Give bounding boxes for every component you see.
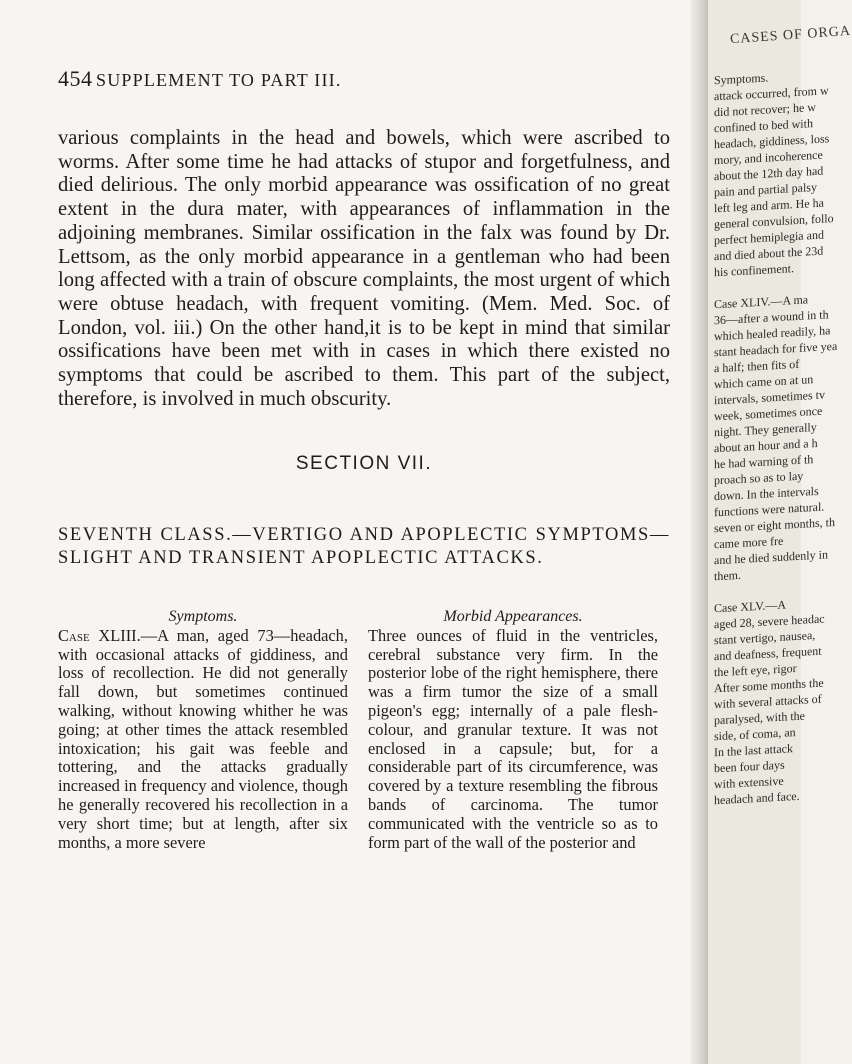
facing-page-line: aged 28, severe headac (714, 611, 825, 632)
facing-page-line: intervals, sometimes tv (714, 387, 825, 408)
facing-page-line: attack occurred, from w (714, 83, 829, 104)
facing-page-line: perfect hemiplegia and (714, 227, 824, 248)
facing-page-line: which came on at un (714, 372, 814, 392)
facing-page-line: proach so as to lay (714, 468, 804, 488)
morbid-appearances-column (368, 608, 658, 852)
morbid-appearances-text: Three ounces of fluid in the ventricles, cerebral substance very firm. In the posterior lobe of the right hemisphere, there was a firm tumor the size of a small pigeon's egg; internally of a pale flesh-colour, and granular texture. It was not enclosed in a capsule; but, for a considerable part of its circumference, was covered by a texture resembling the fibrous bands of carcinoma. The tumor communicated with the ventricle so as to form part of the wall of the posterior and (368, 625, 658, 852)
facing-page-line: In the last attack (714, 741, 793, 760)
facing-page-line: Symptoms. (714, 70, 769, 88)
body-paragraph: various complaints in the head and bowels, which were ascribed to worms. After some time he had attacks of stupor and forgetfulness, and died delirious. The only morbid appearance was ossification of no great extent in the dura mater, with appearances of inflammation in the adjoining membranes. Similar ossification in the falx was found by Dr. Lettsom, as the only morbid appearance in a gentleman who had been long affected with a train of obscure complaints, the most urgent of which were obtuse headach, with frequent vomiting. (Mem. Med. Soc. of London, vol. iii.) On the other hand,it is to be kept in mind that similar ossifications have been met with in cases in which there existed no symptoms that could be ascribed to them. This part of the subject, therefore, is involved in much obscurity. (58, 127, 670, 410)
facing-page-line: seven or eight months, th (714, 514, 835, 536)
facing-page-line: confined to bed with (714, 116, 813, 136)
facing-page-line: After some months the (714, 675, 824, 696)
case-label: Case XLIII. (58, 625, 141, 645)
page-header (58, 66, 678, 96)
facing-page-line: general convulsion, follo (714, 211, 834, 232)
facing-page-line: pain and partial palsy (714, 179, 817, 200)
facing-page-line: functions were natural. (714, 499, 825, 520)
morbid-appearances-heading: Morbid Appearances. (443, 608, 583, 625)
facing-page-line: mory, and incoherence (714, 147, 823, 168)
facing-running-head: CASES OF ORGA (729, 23, 852, 48)
symptoms-heading: Symptoms. (168, 608, 238, 625)
facing-page-line: did not recover; he w (714, 99, 816, 120)
facing-page-line: them. (714, 567, 741, 584)
facing-page-line: with extensive (714, 773, 784, 792)
facing-page (708, 0, 852, 1064)
facing-page-line: which healed readily, ha (714, 323, 831, 344)
facing-page-line: and died about the 23d (714, 243, 824, 264)
facing-page-line: left leg and arm. He ha (714, 195, 824, 216)
facing-page-line: stant vertigo, nausea, (714, 627, 816, 648)
book-binding-gutter (690, 0, 710, 1064)
facing-page-line: he had warning of th (714, 452, 814, 472)
facing-page-line: with several attacks of (714, 691, 822, 712)
facing-page-line: Case XLV.—A (714, 597, 787, 616)
facing-page-line: came more fre (714, 533, 784, 552)
facing-page-line: the left eye, rigor (714, 660, 797, 680)
class-heading: SEVENTH CLASS.—VERTIGO AND APOPLECTIC SYMPTOMS—SLIGHT AND TRANSIENT APOPLECTIC ATTACKS. (58, 525, 670, 568)
facing-page-line: week, sometimes once (714, 403, 823, 424)
facing-page-line: headach, giddiness, loss (714, 131, 830, 152)
facing-page-line: paralysed, with the (714, 708, 805, 728)
facing-page-text (714, 68, 838, 809)
facing-page-line: and he died suddenly in (714, 547, 828, 568)
facing-page-line: about the 12th day had (714, 163, 824, 184)
facing-page-line: night. They generally (714, 419, 817, 440)
facing-page-line: stant headach for five yea (714, 338, 838, 360)
facing-page-line: about an hour and a h (714, 435, 818, 456)
facing-page-line: his confinement. (714, 261, 794, 280)
facing-page-line: headach and face. (714, 788, 800, 808)
facing-page-line: side, of coma, an (714, 725, 796, 744)
case-text (58, 627, 348, 853)
facing-page-line: Case XLIV.—A ma (714, 292, 809, 312)
section-title: SECTION VII. (295, 453, 433, 474)
facing-page-line: and deafness, frequent (714, 643, 822, 664)
running-head: SUPPLEMENT TO PART III. (96, 70, 342, 90)
page-number: 454 (58, 66, 93, 91)
facing-page-line: down. In the intervals (714, 483, 819, 504)
facing-page-line: 36—after a wound in th (714, 307, 829, 328)
case-description: —A man, aged 73—headach, with occasional attacks of giddiness, and loss of recollection. He did not generally fall down, but sometimes continued walking, without knowing whither he was going; at other times the attack resembled intoxication; his gait was feeble and tottering, and the attacks gradually increased in frequency and violence, though he generally recovered his recollection in a very short time; but at length, after six months, a more severe (58, 625, 348, 852)
facing-page-line: been four days (714, 757, 785, 776)
symptoms-column (58, 608, 348, 852)
facing-page-line: a half; then fits of (714, 356, 800, 376)
